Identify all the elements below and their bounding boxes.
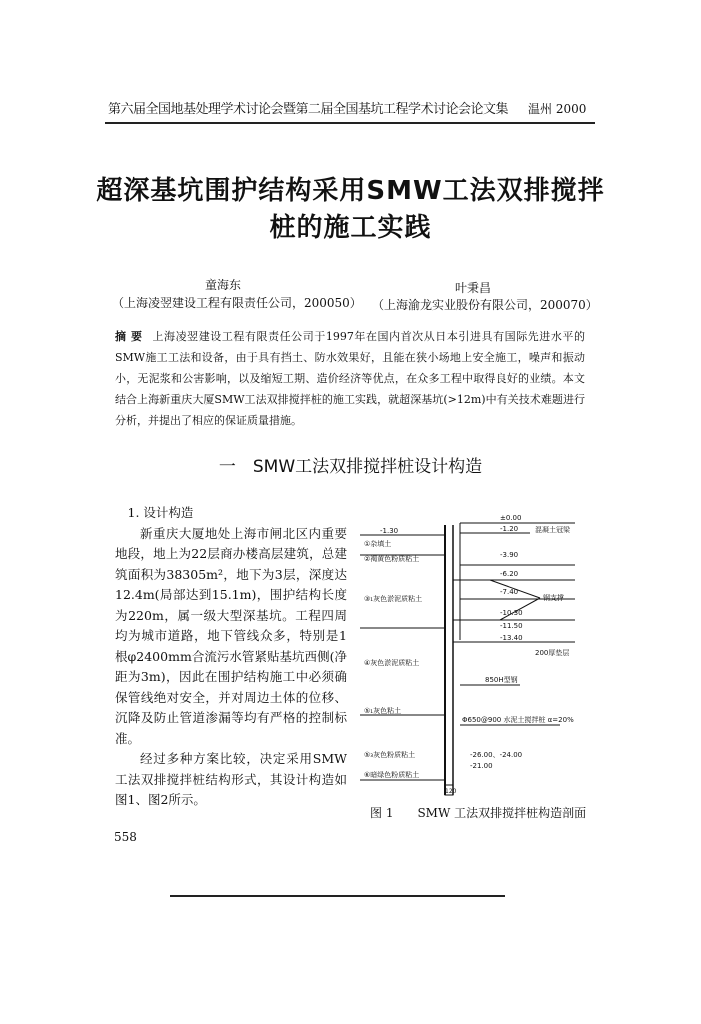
figure-1-section-diagram — [360, 505, 575, 800]
paragraph: 经过多种方案比较，决定采用SMW工法双排搅拌桩结构形式，其设计构造如图1、图2所示。 — [115, 751, 347, 807]
paragraph: 新重庆大厦地处上海市闸北区内重要地段，地上为22层商办楼高层建筑，总建筑面积为38305m²，地下为3层，深度达12.4m(局部达到15.1m)，围护结构长度为220m，属一级大型深基坑。工程四周均为城市道路，地下管线众多，特别是1根φ2400mm合流污水管紧贴基坑西侧(净距为3m)，因此在围护结构施工中必须确保管线绝对安全，并对周边土体的位移、沉降及防止管道渗漏等均有严格的控制标准。 — [115, 525, 347, 746]
footer-rule — [170, 895, 505, 897]
soil-layer-label: ⑥暗绿色粉质粘土 — [364, 771, 420, 779]
cushion-label: 200厚垫层 — [535, 649, 570, 657]
abstract-text: 上海凌翌建设工程有限责任公司于1997年在国内首次从日本引进具有国际先进水平的SMW施工工法和设备，由于具有挡土、防水效果好，且能在狭小场地上安全施工，噪声和振动小，无泥浆和公害影响，以及缩短工期、造价经济等优点，在众多工程中取得良好的业绩。本文结合上海新重庆大厦SMW工法双排搅拌桩的施工实践，就超深基坑(>12m)中有关技术难题进行分析，并提出了相应的保证质量措施。 — [115, 330, 585, 427]
abstract-label: 摘 要 — [115, 330, 143, 343]
elevation-label: -10.30 — [500, 609, 523, 617]
soil-layer-label: ③₁灰色淤泥质粘土 — [364, 595, 423, 603]
crown-beam-label: 混凝土冠梁 — [535, 526, 570, 534]
elevation-label: -6.20 — [500, 570, 519, 578]
title-line-2: 桩的施工实践 — [269, 213, 432, 243]
elevation-label: -7.40 — [500, 588, 519, 596]
steel-support-label: 钢支撑 — [543, 594, 564, 602]
abstract — [115, 326, 585, 431]
bottom-levels-label: -26.00、-24.00 — [470, 751, 523, 759]
header-place-year: 温州 2000 — [528, 102, 587, 116]
soil-layer-label: ②褐黄色粉质粘土 — [364, 555, 420, 563]
soil-layer-label: ⑤₃灰色粉质粘土 — [364, 751, 416, 759]
width-label: 120 — [445, 788, 457, 795]
soil-layer-label: ①杂填土 — [364, 540, 392, 548]
bottom-level-label: -21.00 — [470, 762, 493, 770]
figure-caption: 图 1 SMW 工法双排搅拌桩构造剖面 — [370, 806, 587, 820]
author-2-name: 叶秉昌 — [455, 281, 492, 295]
author-1-affiliation: （上海凌翌建设工程有限责任公司，200050） — [112, 296, 362, 310]
ground-level-label: -1.30 — [380, 527, 399, 535]
header-rule — [105, 122, 595, 124]
elevation-label: -11.50 — [500, 622, 523, 630]
page-number: 558 — [114, 830, 137, 844]
title-line-1: 超深基坑围护结构采用SMW工法双排搅拌 — [96, 176, 605, 206]
elevation-label: -3.90 — [500, 551, 519, 559]
elevation-label: ±0.00 — [500, 514, 522, 522]
body-text — [115, 503, 347, 811]
h-beam-label: 850H型钢 — [485, 676, 518, 684]
elevation-label: -13.40 — [500, 634, 523, 642]
soil-layer-label: ④灰色淤泥质粘土 — [364, 659, 420, 667]
subheading: 1. 设计构造 — [127, 505, 194, 520]
elevation-label: -1.20 — [500, 525, 519, 533]
pile-label: Φ650@900 水泥土搅拌桩 α=20% — [462, 716, 574, 724]
running-header: 第六届全国地基处理学术讨论会暨第二届全国基坑工程学术讨论会论文集 — [108, 102, 509, 117]
author-2-affiliation: （上海渝龙实业股份有限公司，200070） — [372, 298, 598, 312]
author-1-name: 童海东 — [205, 278, 242, 292]
section-heading: 一 SMW工法双排搅拌桩设计构造 — [218, 457, 483, 477]
soil-layer-label: ⑤₁灰色粘土 — [364, 707, 402, 715]
